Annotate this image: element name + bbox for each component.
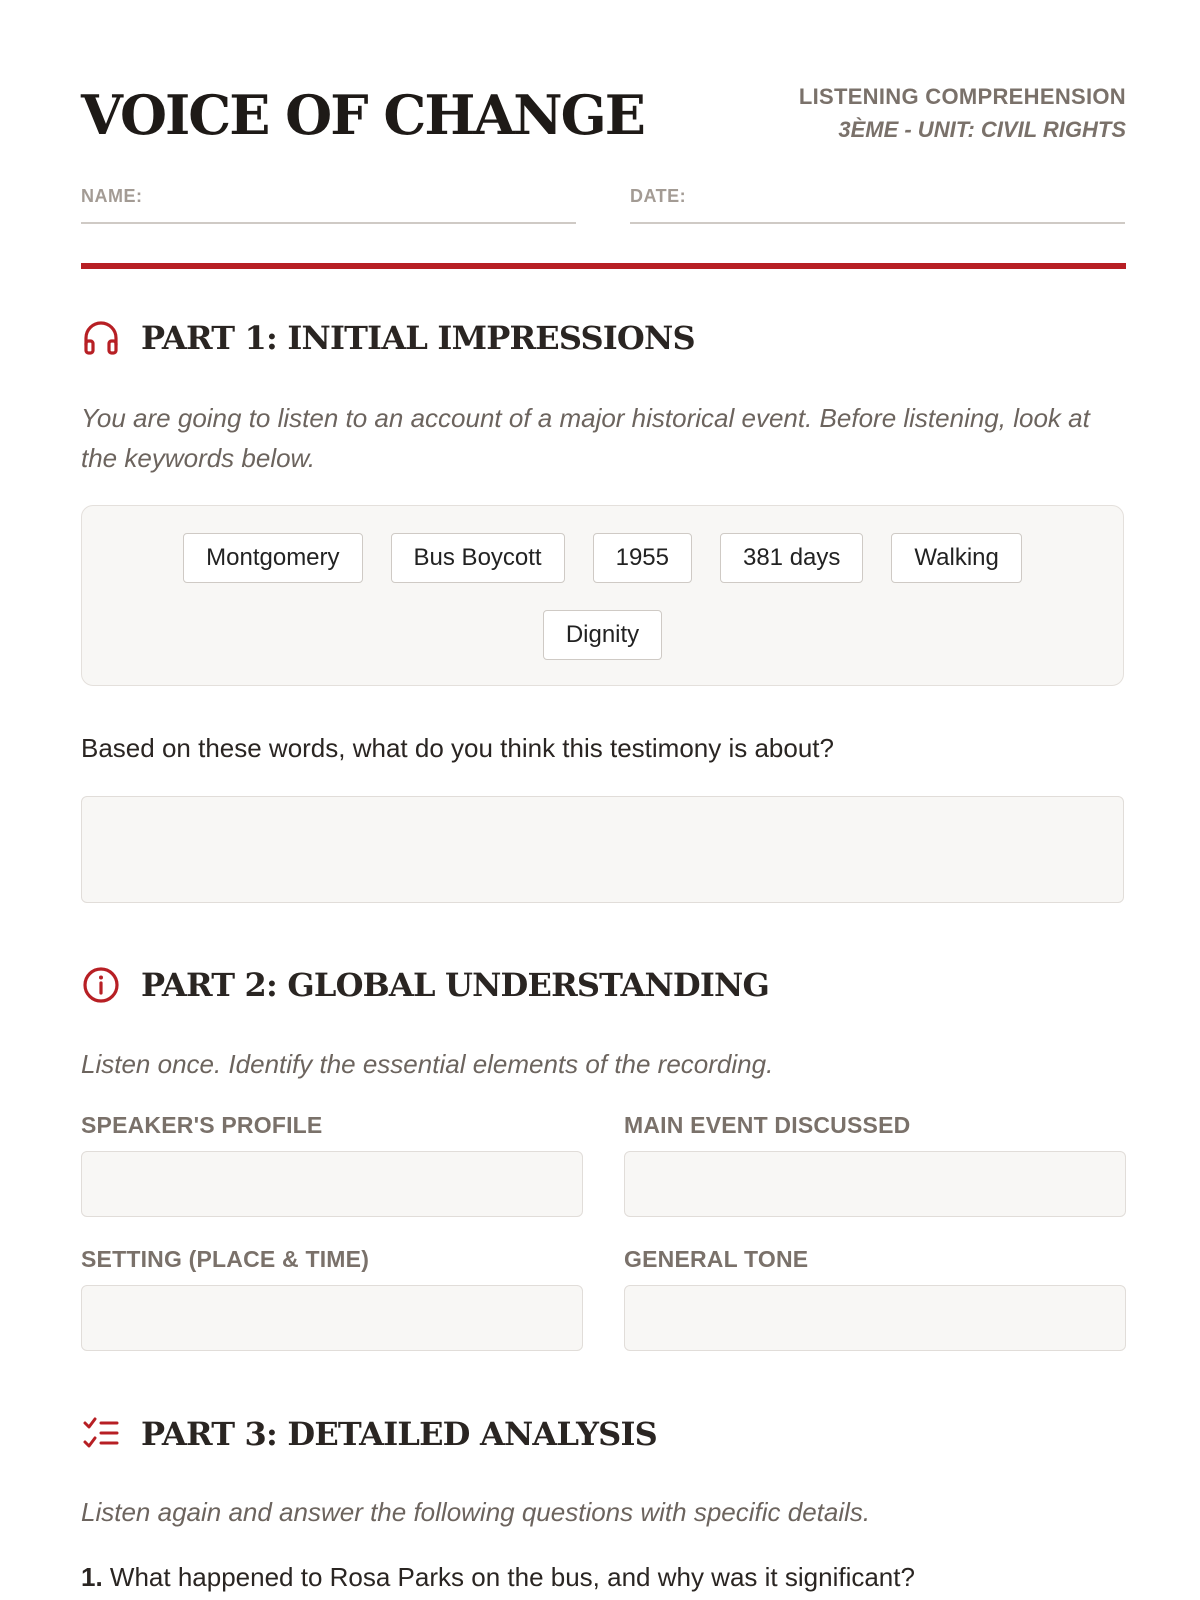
- date-field[interactable]: [630, 186, 1125, 224]
- worksheet-page: [81, 0, 1126, 1592]
- speaker-profile-input[interactable]: [81, 1151, 583, 1217]
- headphones-icon: [81, 318, 121, 358]
- speaker-profile-label: SPEAKER'S PROFILE: [81, 1112, 323, 1138]
- name-field[interactable]: [81, 186, 576, 224]
- part2-heading: [81, 965, 769, 1005]
- info-circle-icon: [81, 965, 121, 1005]
- part1-heading: [81, 318, 695, 358]
- part3-title: PART 3: DETAILED ANALYSIS: [141, 1415, 657, 1453]
- keyword-chip: Walking: [891, 533, 1021, 583]
- header-divider: [81, 263, 1126, 269]
- part1-question: Based on these words, what do you think this testimony is about?: [81, 733, 834, 763]
- keyword-chip: Bus Boycott: [391, 533, 565, 583]
- keyword-chip: 381 days: [720, 533, 863, 583]
- date-label: DATE:: [630, 186, 687, 206]
- part3-instruction: Listen again and answer the following questions with specific details.: [81, 1497, 871, 1527]
- question-number: 1.: [81, 1562, 103, 1592]
- part1-title: PART 1: INITIAL IMPRESSIONS: [141, 319, 695, 357]
- keyword-chip: 1955: [593, 533, 692, 583]
- part1-instruction: You are going to listen to an account of a major historical event. Before listening, look at the keywords below.: [81, 403, 1090, 473]
- part3-heading: [81, 1414, 657, 1454]
- activity-type: LISTENING COMPREHENSION: [798, 84, 1126, 109]
- part2-title: PART 2: GLOBAL UNDERSTANDING: [141, 966, 770, 1004]
- setting-input[interactable]: [81, 1285, 583, 1351]
- main-event-label: MAIN EVENT DISCUSSED: [624, 1112, 911, 1138]
- page-title: VOICE OF CHANGE: [81, 83, 644, 147]
- worksheet-meta: [799, 80, 1126, 146]
- part1-answer-box[interactable]: [81, 796, 1124, 903]
- setting-label: SETTING (PLACE & TIME): [81, 1246, 370, 1272]
- general-tone-input[interactable]: [624, 1285, 1126, 1351]
- checklist-icon: [81, 1414, 121, 1454]
- general-tone-label: GENERAL TONE: [624, 1246, 809, 1272]
- keyword-chip: Dignity: [543, 610, 662, 660]
- unit-label: 3ÈME - UNIT: CIVIL RIGHTS: [838, 117, 1126, 142]
- part2-instruction: Listen once. Identify the essential elements of the recording.: [81, 1049, 774, 1079]
- worksheet-header: [81, 0, 1126, 270]
- main-event-input[interactable]: [624, 1151, 1126, 1217]
- part3-question-1: [81, 1562, 915, 1593]
- keyword-box: [81, 505, 1124, 686]
- name-label: NAME:: [81, 186, 143, 206]
- keyword-chip: Montgomery: [183, 533, 362, 583]
- question-text: What happened to Rosa Parks on the bus, and why was it significant?: [109, 1562, 915, 1592]
